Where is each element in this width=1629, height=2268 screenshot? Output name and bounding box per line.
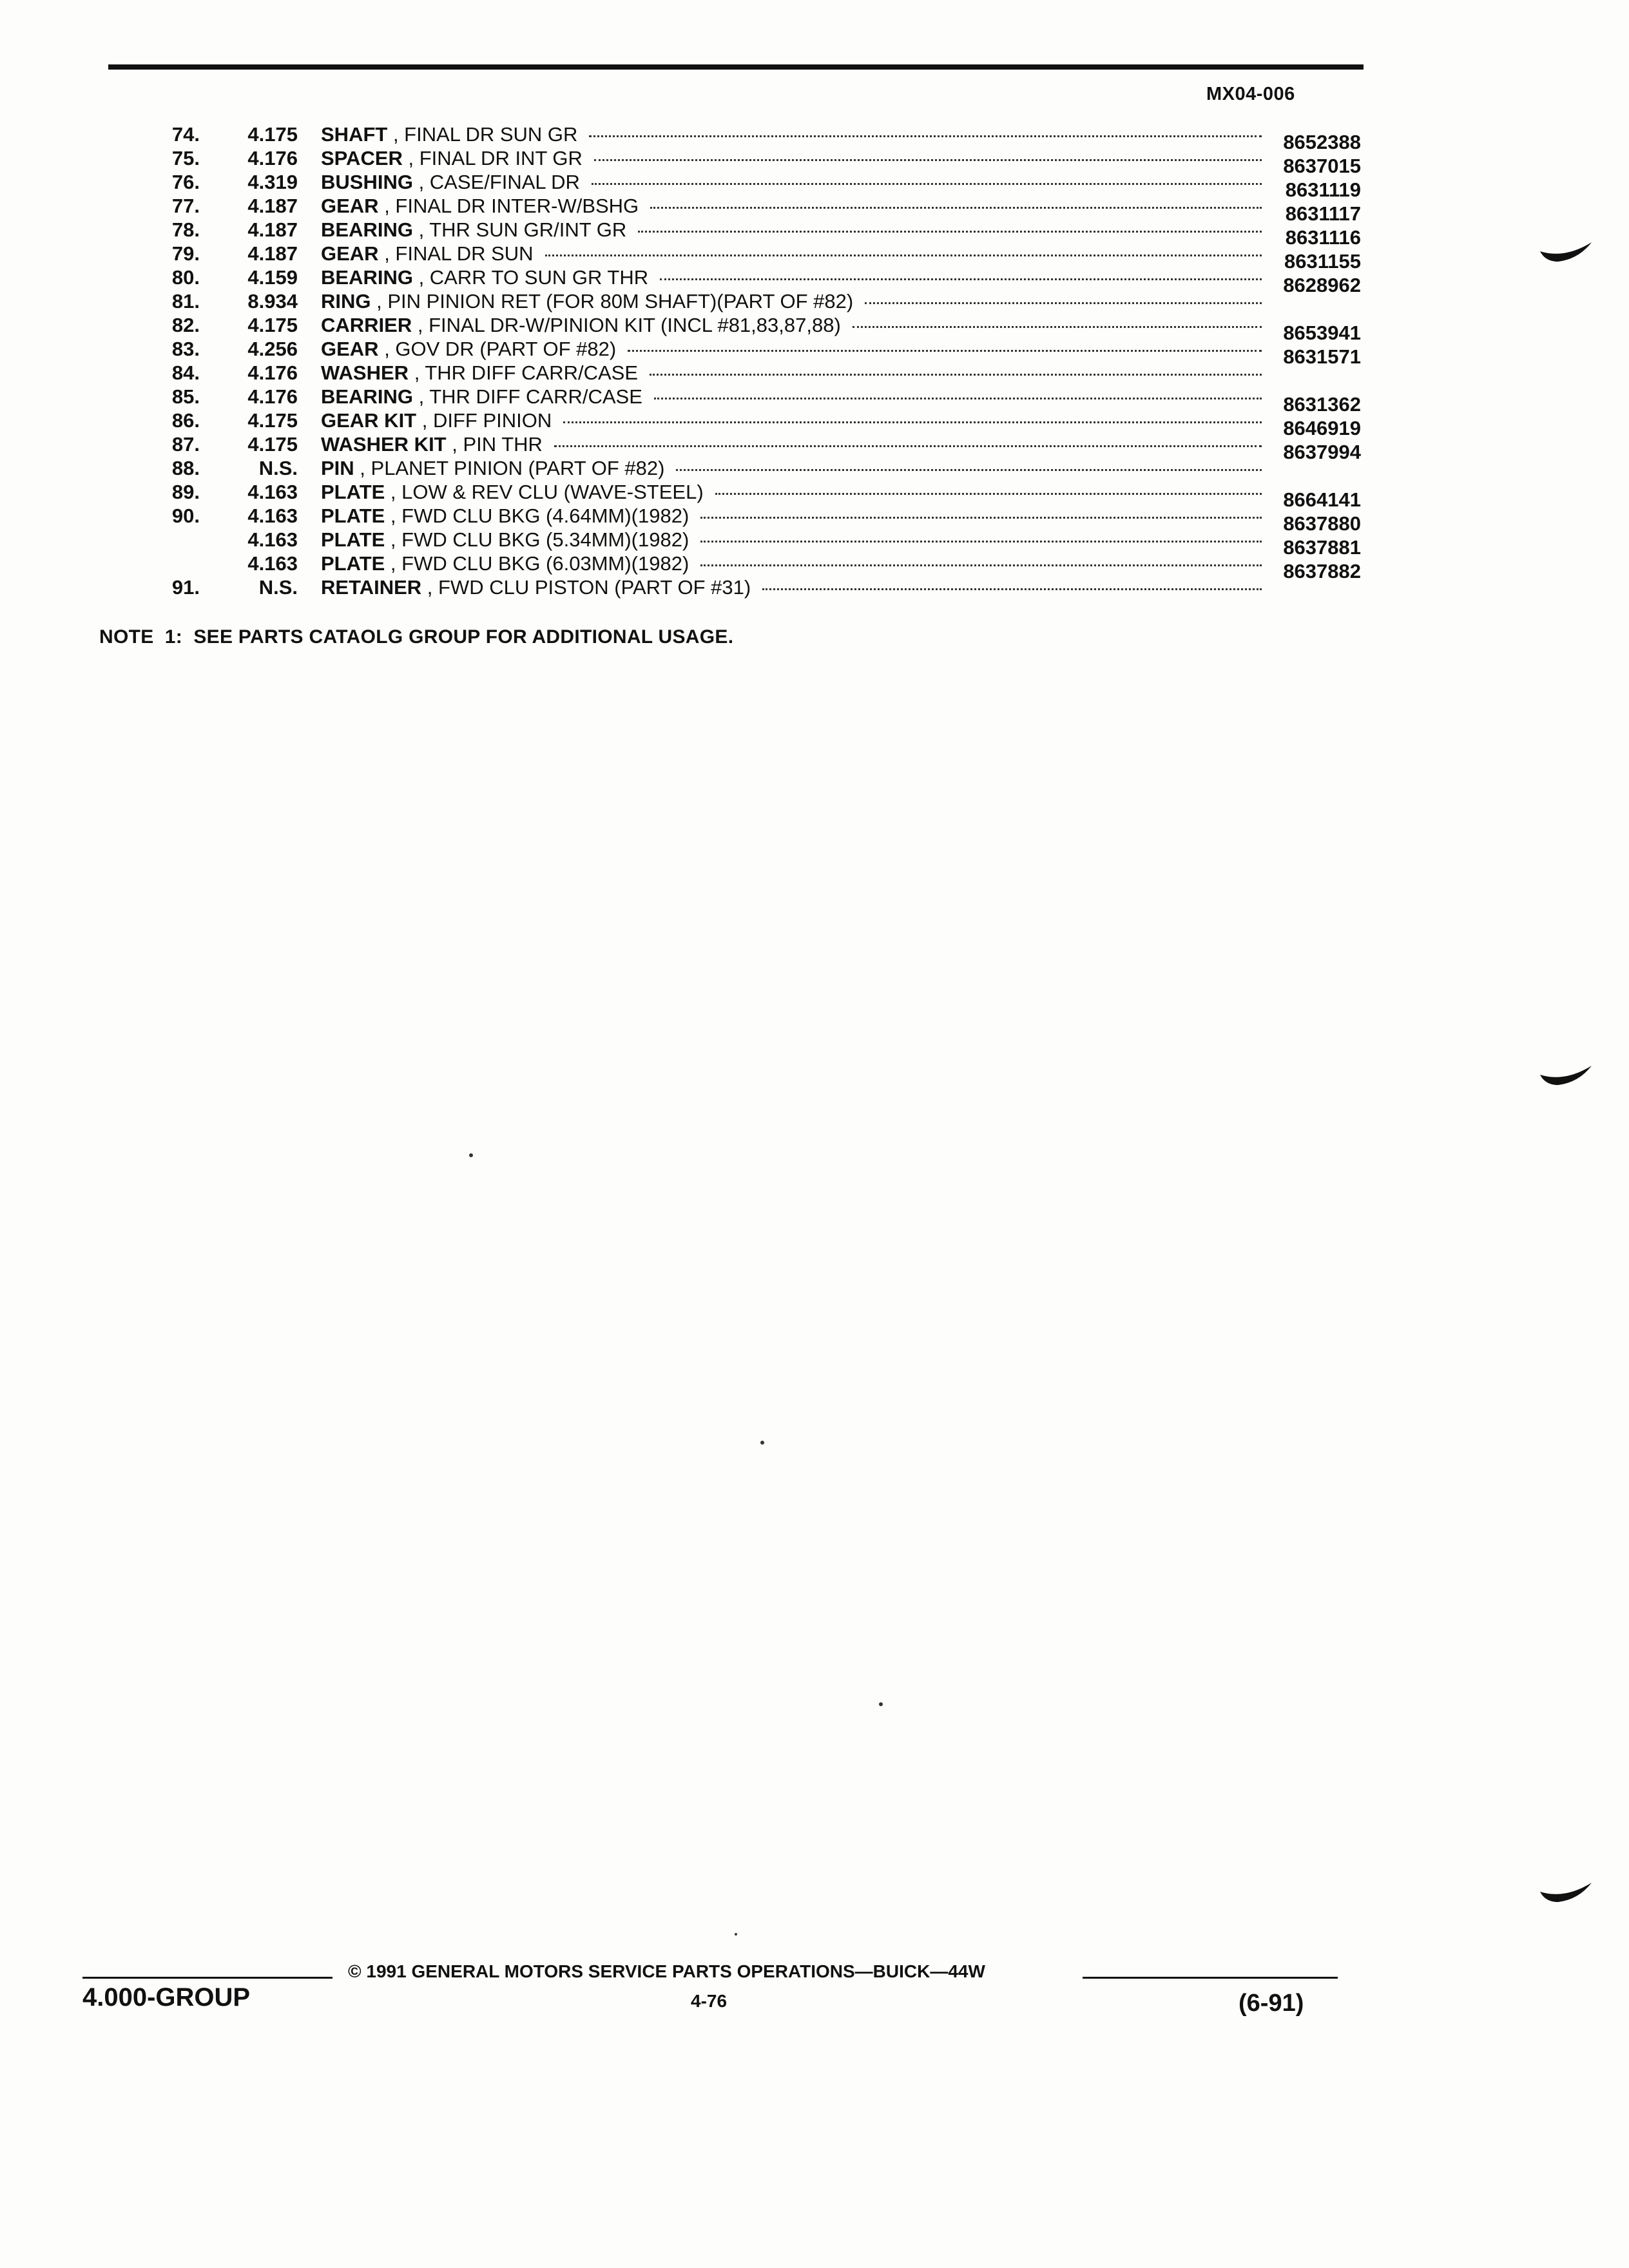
parts-row xyxy=(155,194,1361,225)
scan-speck xyxy=(735,1933,737,1936)
group-number: 4.187 xyxy=(247,218,298,241)
part-detail: , THR DIFF CARR/CASE xyxy=(409,361,639,384)
scan-speck xyxy=(879,1702,883,1706)
item-number: 80. xyxy=(171,266,200,289)
group-number: 4.159 xyxy=(247,266,298,289)
part-name: SHAFT xyxy=(321,123,388,146)
item-number: 87. xyxy=(171,433,200,456)
part-detail: , CASE/FINAL DR xyxy=(412,171,580,193)
part-number: 8637880 xyxy=(1283,512,1361,535)
group-number: 4.175 xyxy=(247,409,298,432)
page-number: 4-76 xyxy=(691,1991,728,2011)
part-description xyxy=(321,218,1262,242)
group-number: 4.256 xyxy=(247,338,298,360)
parts-row xyxy=(155,337,1361,368)
part-description xyxy=(321,552,1262,575)
part-detail: , FWD CLU BKG (4.64MM)(1982) xyxy=(385,505,689,527)
part-number: 8631155 xyxy=(1284,250,1361,273)
item-number: 89. xyxy=(171,481,200,503)
part-description xyxy=(321,313,1262,337)
part-number: 8631116 xyxy=(1285,226,1361,249)
parts-row xyxy=(155,313,1361,344)
group-number: 8.934 xyxy=(247,290,298,312)
scan-speck xyxy=(760,1441,764,1445)
part-name: RETAINER xyxy=(321,576,422,599)
part-name: GEAR xyxy=(321,195,379,217)
part-description xyxy=(321,146,1262,170)
dot-leader xyxy=(762,588,1262,590)
part-number: 8637994 xyxy=(1283,441,1361,463)
parts-row xyxy=(155,385,1361,416)
part-detail: , FWD CLU PISTON (PART OF #31) xyxy=(421,576,751,599)
item-number: 75. xyxy=(171,147,200,169)
dot-leader xyxy=(650,374,1262,376)
parts-row xyxy=(155,170,1361,201)
part-description xyxy=(321,289,1262,313)
part-name: PLATE xyxy=(321,505,385,527)
part-description xyxy=(321,432,1262,456)
group-number: 4.176 xyxy=(247,147,298,169)
dot-leader xyxy=(700,541,1262,543)
part-description xyxy=(321,504,1262,528)
footer-rule-left xyxy=(82,1977,333,1979)
parts-row xyxy=(155,265,1361,296)
part-description xyxy=(321,170,1262,194)
part-name: BEARING xyxy=(321,218,413,241)
part-name: PIN xyxy=(321,457,354,479)
dot-leader xyxy=(853,326,1262,328)
part-name: SPACER xyxy=(321,147,403,169)
item-number: 81. xyxy=(171,290,200,312)
binder-hole-mark-middle xyxy=(1539,1063,1593,1089)
parts-row xyxy=(155,289,1361,313)
part-name: BUSHING xyxy=(321,171,413,193)
part-description xyxy=(321,408,1262,432)
parts-row xyxy=(155,218,1361,249)
item-number: 76. xyxy=(171,171,200,193)
part-description xyxy=(321,265,1262,289)
part-detail: , FINAL DR SUN xyxy=(378,242,534,265)
usage-note: NOTE 1: SEE PARTS CATAOLG GROUP FOR ADDITIONAL USAGE. xyxy=(99,626,734,648)
part-detail: , FWD CLU BKG (6.03MM)(1982) xyxy=(385,552,689,575)
group-number: 4.163 xyxy=(247,552,298,575)
part-description xyxy=(321,122,1262,146)
binder-hole-mark-bottom xyxy=(1539,1880,1593,1906)
item-number: 79. xyxy=(171,242,200,265)
part-number: 8637882 xyxy=(1283,560,1361,582)
part-description xyxy=(321,528,1262,552)
group-number: 4.175 xyxy=(247,314,298,336)
item-number: 90. xyxy=(171,505,200,527)
parts-row xyxy=(155,480,1361,511)
part-name: WASHER KIT xyxy=(321,433,447,456)
group-number: 4.175 xyxy=(247,123,298,146)
binder-hole-mark-top xyxy=(1539,240,1593,265)
part-detail: , FINAL DR SUN GR xyxy=(387,123,578,146)
parts-row xyxy=(155,242,1361,273)
footer-rule-right xyxy=(1083,1977,1338,1979)
dot-leader xyxy=(676,469,1262,471)
part-number: 8631362 xyxy=(1283,393,1361,416)
part-description xyxy=(321,194,1262,218)
group-number: 4.187 xyxy=(247,242,298,265)
part-name: WASHER xyxy=(321,361,409,384)
group-number: 4.176 xyxy=(247,361,298,384)
dot-leader xyxy=(594,159,1262,161)
part-description xyxy=(321,456,1262,480)
parts-row xyxy=(155,432,1361,463)
parts-row xyxy=(155,552,1361,582)
group-number: 4.319 xyxy=(247,171,298,193)
item-number: 88. xyxy=(171,457,200,479)
group-label: 4.000-GROUP xyxy=(82,1983,251,2012)
parts-row xyxy=(155,361,1361,385)
dot-leader xyxy=(554,445,1262,447)
parts-row xyxy=(155,456,1361,480)
dot-leader xyxy=(715,493,1262,495)
dot-leader xyxy=(700,517,1262,519)
part-number: 8664141 xyxy=(1283,488,1361,511)
part-detail: , CARR TO SUN GR THR xyxy=(412,266,649,289)
part-detail: , LOW & REV CLU (WAVE-STEEL) xyxy=(385,481,704,503)
dot-leader xyxy=(638,231,1262,233)
part-number: 8631571 xyxy=(1283,345,1361,368)
group-number: 4.163 xyxy=(247,528,298,551)
group-number: 4.163 xyxy=(247,481,298,503)
item-number: 84. xyxy=(171,361,200,384)
dot-leader xyxy=(654,398,1262,399)
group-number: 4.163 xyxy=(247,505,298,527)
group-number: 4.176 xyxy=(247,385,298,408)
part-name: BEARING xyxy=(321,266,413,289)
dot-leader xyxy=(700,564,1262,566)
parts-row xyxy=(155,146,1361,177)
part-description xyxy=(321,242,1262,265)
part-detail: , GOV DR (PART OF #82) xyxy=(378,338,617,360)
date-code: (6-91) xyxy=(1239,1990,1304,2017)
item-number: 82. xyxy=(171,314,200,336)
dot-leader xyxy=(589,135,1262,137)
part-number: 8637015 xyxy=(1283,155,1361,177)
dot-leader xyxy=(660,278,1262,280)
parts-row xyxy=(155,528,1361,559)
dot-leader xyxy=(865,302,1262,304)
part-name: RING xyxy=(321,290,371,312)
part-description xyxy=(321,480,1262,504)
part-detail: , PLANET PINION (PART OF #82) xyxy=(354,457,665,479)
item-number: 86. xyxy=(171,409,200,432)
part-description xyxy=(321,337,1262,361)
group-number: 4.187 xyxy=(247,195,298,217)
part-description xyxy=(321,361,1262,385)
dot-leader xyxy=(650,207,1262,209)
dot-leader xyxy=(545,255,1262,256)
parts-row xyxy=(155,122,1361,153)
part-name: PLATE xyxy=(321,528,385,551)
part-name: PLATE xyxy=(321,481,385,503)
parts-row xyxy=(155,575,1361,599)
item-number: 85. xyxy=(171,385,200,408)
part-detail: , DIFF PINION xyxy=(416,409,552,432)
item-number: 78. xyxy=(171,218,200,241)
part-detail: , FINAL DR INTER-W/BSHG xyxy=(378,195,639,217)
top-rule xyxy=(108,64,1364,70)
part-name: GEAR xyxy=(321,338,379,360)
parts-row xyxy=(155,408,1361,439)
group-number: N.S. xyxy=(258,457,298,479)
part-number: 8646919 xyxy=(1283,417,1361,439)
part-detail: , PIN THR xyxy=(446,433,543,456)
parts-row xyxy=(155,504,1361,535)
document-code: MX04-006 xyxy=(1206,84,1295,104)
part-detail: , THR DIFF CARR/CASE xyxy=(412,385,642,408)
part-number: 8637881 xyxy=(1283,536,1361,559)
scan-speck xyxy=(469,1153,473,1157)
part-description xyxy=(321,385,1262,408)
part-detail: , PIN PINION RET (FOR 80M SHAFT)(PART OF #82) xyxy=(371,290,854,312)
item-number: 83. xyxy=(171,338,200,360)
part-detail: , FINAL DR-W/PINION KIT (INCL #81,83,87,88) xyxy=(412,314,841,336)
part-detail: , FINAL DR INT GR xyxy=(402,147,583,169)
part-number: 8628962 xyxy=(1283,274,1361,296)
dot-leader xyxy=(563,421,1262,423)
part-name: GEAR xyxy=(321,242,379,265)
part-detail: , FWD CLU BKG (5.34MM)(1982) xyxy=(385,528,689,551)
part-description xyxy=(321,575,1262,599)
group-number: 4.175 xyxy=(247,433,298,456)
part-name: PLATE xyxy=(321,552,385,575)
part-number: 8652388 xyxy=(1283,131,1361,153)
group-number: N.S. xyxy=(258,576,298,599)
item-number: 91. xyxy=(171,576,200,599)
part-number: 8631117 xyxy=(1285,202,1361,225)
dot-leader xyxy=(628,350,1262,352)
part-name: GEAR KIT xyxy=(321,409,417,432)
part-detail: , THR SUN GR/INT GR xyxy=(412,218,627,241)
copyright-line: © 1991 GENERAL MOTORS SERVICE PARTS OPERATIONS—BUICK—44W xyxy=(348,1961,985,1981)
part-name: BEARING xyxy=(321,385,413,408)
part-number: 8631119 xyxy=(1285,178,1361,201)
part-number: 8653941 xyxy=(1283,322,1361,344)
part-name: CARRIER xyxy=(321,314,412,336)
item-number: 74. xyxy=(171,123,200,146)
parts-list xyxy=(155,122,1361,599)
item-number: 77. xyxy=(171,195,200,217)
dot-leader xyxy=(592,183,1262,185)
